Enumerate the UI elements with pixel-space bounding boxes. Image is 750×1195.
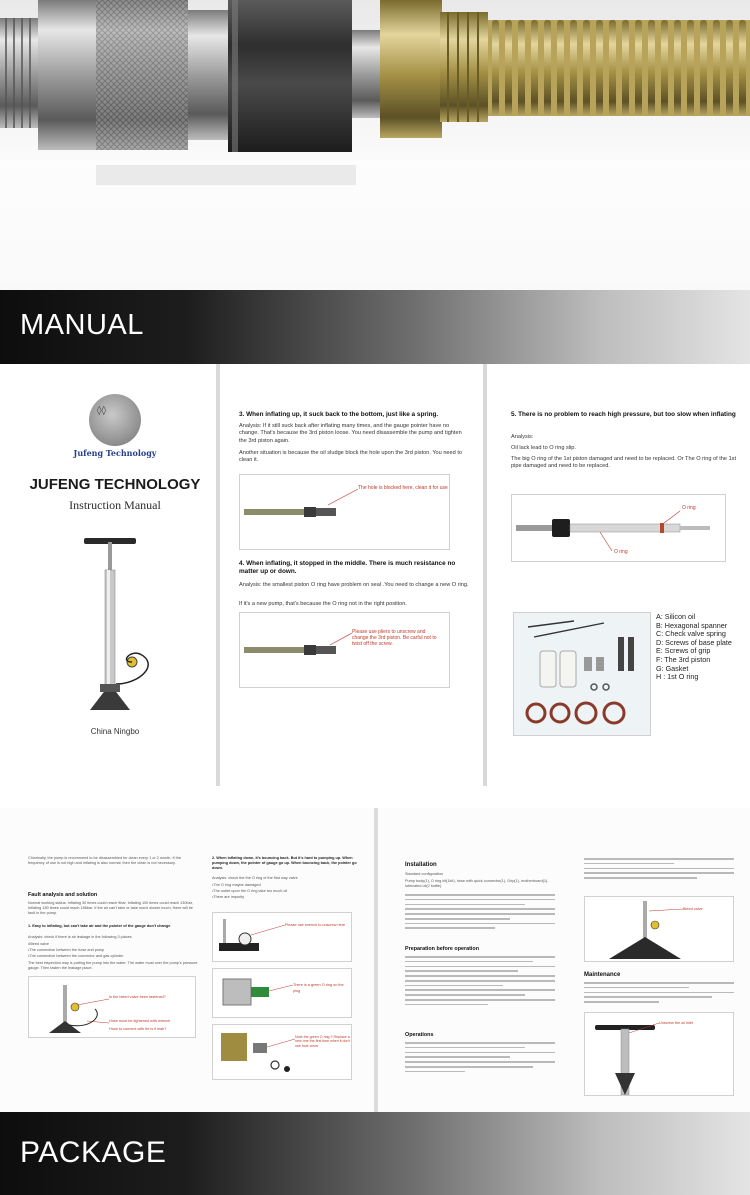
figure-replace-o-ring xyxy=(212,1024,352,1080)
legend-item-b: B: Hexagonal spanner xyxy=(656,620,728,630)
item-2-text: Analysis: check the the O ring of the first way valve xyxy=(212,876,298,880)
figure-wrench-unscrew xyxy=(212,912,352,962)
maintenance-heading: Maintenance xyxy=(584,972,621,978)
figure-leak-check xyxy=(28,976,196,1038)
leak-text: The best inspection way is putting the pump into the water. The water must over the pump's pressure gauge. Then fasten the leakage place. xyxy=(28,961,198,970)
callout-hose-tie: Hose to connect with tie is it leak? xyxy=(109,1027,167,1031)
parts-legend xyxy=(656,613,750,682)
manual-page-right xyxy=(378,808,750,1112)
page2-heading-1: 3. When inflating up, it suck back to the bottom, just like a spring. xyxy=(239,411,439,418)
callout-hose-wrench: Hose must be tightened with wrench xyxy=(109,1019,171,1023)
figure-green-o-ring xyxy=(212,968,352,1018)
right-column-steps xyxy=(584,858,734,882)
spread-gap xyxy=(0,786,750,808)
callout-blocked-hole: The hole is blocked here, clean it for use xyxy=(358,485,448,491)
page2-paragraph-1: Analysis: If it still suck back after inflating many times, and the gauge pointer have no change. That's because the 3rd piston loose. You need disassemble the pump and tighten the 3rd piston again. xyxy=(239,423,462,444)
config-text: Pump body(1), O ring kit(1kit), hose with quick connector(1), Grip(1), motherboard(1), lubricated oil(2 bottle). xyxy=(405,879,549,888)
item-2-b: •The outlet upon the O ring take too much oil xyxy=(212,889,288,893)
callout-bleed-valve: Is the bleed valve been fastened? xyxy=(109,995,166,999)
page3-paragraph-2: The big O ring of the 1st piston damaged and need to be replaced. Or The O ring of the 1st pipe damaged and need to be replaced. xyxy=(511,456,737,470)
page2-paragraph-3: Analysis: the smallest piston O ring have problem on seal .You need to change a new O ring. xyxy=(239,582,469,588)
logo-glyphs: ◊◊ xyxy=(97,406,106,416)
callout-note-o-ring: Note the green O ring !! Replace a new one the first time when it don't use hole cover xyxy=(295,1035,351,1048)
installation-steps xyxy=(405,894,555,932)
place-1: •Bleed valve xyxy=(28,942,49,946)
legend-item-e: E: Screws of grip xyxy=(656,646,711,656)
figure-third-piston xyxy=(239,612,450,688)
manual-spread-1 xyxy=(0,364,750,786)
legend-item-g: G: Gasket xyxy=(656,663,689,673)
valve-spring-icon xyxy=(213,1025,351,1079)
callout-bleed-valve-right: Bleed valve xyxy=(683,907,703,911)
legend-item-d: D: Screws of base plate xyxy=(656,637,732,647)
page3-heading: 5. There is no problem to reach high pressure, but too slow when inflating xyxy=(511,411,736,418)
cover-subtitle: Instruction Manual xyxy=(69,498,161,512)
config-label: Standard configuration xyxy=(405,872,444,876)
place-2: •The connection between the hose and pump xyxy=(28,948,105,952)
intro-text: Chlorinally, the pump is recommend to be disassembled for clean every 1 or 2 month. If the frequency of use is not high and inflating is also normal, then the clean is not necessary. xyxy=(28,856,181,865)
manual-banner xyxy=(0,290,750,364)
maintenance-steps xyxy=(584,982,734,1006)
manual-spread-2 xyxy=(0,808,750,1112)
third-piston-icon xyxy=(240,613,449,687)
operations-steps xyxy=(405,1042,555,1075)
gauge-block-icon xyxy=(213,913,351,961)
item-2-heading: 2. When inflating down, it's bouncing back. But it's hard to pumping up. When pumping down, the pointer of gauge go up. When bouncing back, the pointer go down. xyxy=(212,856,357,870)
page2-heading-2: 4. When inflating, it stopped in the middle. There is much resistance no matter up or down. xyxy=(239,560,456,575)
manual-page-left xyxy=(0,808,374,1112)
figure-bleed-valve xyxy=(584,896,734,962)
package-banner xyxy=(0,1112,750,1195)
installation-heading: Installation xyxy=(405,862,437,868)
fault-text: Normal working status: Inflating 30 times could reach 9bar, Inflating 100 times could reach 130bar, Inflating 180 times could reach 186bar. If the air can't take or take much slower much, there will be fault in the pump. xyxy=(28,901,193,915)
package-banner-label: PACKAGE xyxy=(20,1136,167,1169)
preparation-steps xyxy=(405,956,555,1009)
callout-o-ring-top: O ring xyxy=(682,505,696,511)
hand-pump-icon xyxy=(70,534,180,714)
tornado-logo-icon xyxy=(89,394,141,446)
legend-item-c: C: Check valve spring xyxy=(656,629,726,639)
pump-stand-icon xyxy=(585,897,733,961)
callout-o-ring-bottom: O ring xyxy=(614,549,628,555)
place-3: •The connection between the connector and gas cylinder xyxy=(28,954,124,958)
hose-connector-illustration xyxy=(0,0,750,290)
product-photo xyxy=(0,0,750,290)
item-1-text: Analysis: check if there is air leakage in the following 3 places xyxy=(28,935,132,939)
fault-heading: Fault analysis and solution xyxy=(28,892,98,898)
cover-page xyxy=(0,364,216,786)
legend-item-f: F: The 3rd piston xyxy=(656,654,711,664)
manual-banner-label: MANUAL xyxy=(20,309,144,341)
operations-heading: Operations xyxy=(405,1032,434,1038)
page3-paragraph-1: Oil lack lead to O ring slip. xyxy=(511,445,576,451)
figure-spare-parts xyxy=(513,612,651,736)
cover-title: JUFENG TECHNOLOGY xyxy=(29,476,201,493)
manual-page-3 xyxy=(487,364,750,786)
figure-o-ring xyxy=(511,494,726,562)
callout-wrench: Please use wrench to unscrew here xyxy=(285,923,346,927)
callout-unscrew-piston: Please use pliers to unscrew and change the 3rd piston. Be carful not to twist off the screw. xyxy=(352,629,437,647)
item-1-heading: 1. Easy to inflating, but can't take air and the pointer of the gauge don't change xyxy=(28,924,171,928)
callout-oil-inlet: Unscrew the oil inlet xyxy=(659,1021,693,1025)
figure-oil-inlet xyxy=(584,1012,734,1096)
page2-paragraph-2: Another situation is because the oil sludge block the hole upon the 3rd piston. You need to clean it. xyxy=(239,450,462,464)
cover-footer: China Ningbo xyxy=(90,727,140,736)
item-2-c: •There are impurity xyxy=(212,895,245,899)
preparation-heading: Preparation before operation xyxy=(405,946,479,952)
figure-blocked-hole xyxy=(239,474,450,550)
spare-parts-kit-icon xyxy=(514,613,650,735)
callout-green-o-ring: There is a green O ring on the plug xyxy=(293,983,344,993)
manual-page-2 xyxy=(220,364,483,786)
legend-item-h: H : 1st O ring xyxy=(656,672,699,682)
cover-logo-name: Jufeng Technology xyxy=(73,448,157,458)
page2-paragraph-4: If it's a new pump, that's because the O ring not in the right position. xyxy=(239,601,407,607)
page3-analysis: Analysis: xyxy=(511,434,534,440)
item-2-a: •The O ring maybe damaged xyxy=(212,883,261,887)
legend-item-a: A: Silicon oil xyxy=(656,612,696,621)
